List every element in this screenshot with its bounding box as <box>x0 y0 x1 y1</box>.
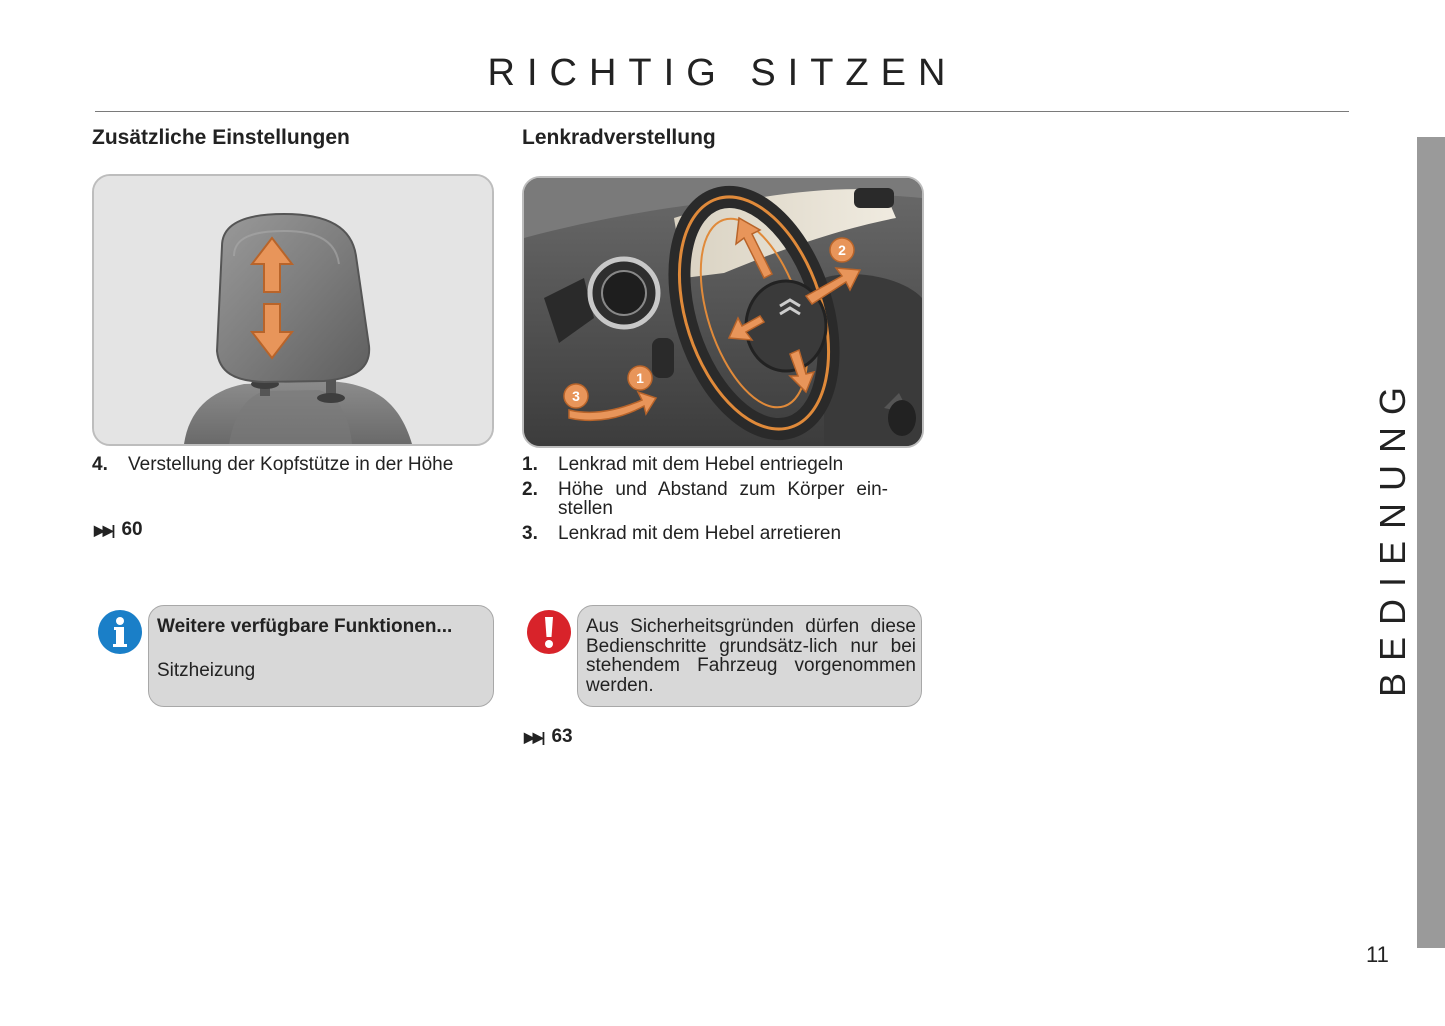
list-item <box>92 455 494 495</box>
list-item-number: 2. <box>522 479 538 500</box>
svg-text:3: 3 <box>572 388 580 404</box>
list-item-number: 4. <box>92 454 108 475</box>
fast-forward-icon: ▶▶| <box>524 728 544 745</box>
list-item-text: Lenkrad mit dem Hebel entriegeln <box>558 454 844 475</box>
list-item-number: 1. <box>522 454 538 475</box>
page-reference-number: 60 <box>121 519 143 540</box>
svg-text:1: 1 <box>636 370 644 386</box>
section-heading-additional-settings: Zusätzliche Einstellungen <box>92 126 350 149</box>
chapter-label <box>1372 374 1413 698</box>
list-item-text: Lenkrad mit dem Hebel arretieren <box>558 523 842 544</box>
svg-text:2: 2 <box>838 242 846 258</box>
steering-wheel-illustration <box>522 176 924 448</box>
page-number: 11 <box>1366 942 1389 967</box>
section-heading-steering-adjustment: Lenkradverstellung <box>522 126 716 149</box>
info-box-title: Weitere verfügbare Funktionen... <box>157 616 453 637</box>
info-box-text: Sitzheizung <box>157 660 256 681</box>
diagram-label-2 <box>830 238 854 262</box>
page-reference-number: 63 <box>551 726 573 747</box>
header-divider <box>95 111 1349 112</box>
diagram-label-3 <box>564 384 588 408</box>
info-box <box>148 605 494 707</box>
warning-icon <box>526 609 572 655</box>
info-icon <box>97 609 143 655</box>
list-item <box>522 524 924 544</box>
warning-box <box>577 605 922 707</box>
headrest-illustration <box>92 174 494 446</box>
page-reference[interactable] <box>94 519 143 541</box>
list-item <box>522 480 924 520</box>
page-title: RICHTIG SITZEN <box>487 52 958 94</box>
chapter-label-text: BEDIENUNG <box>1372 374 1413 698</box>
chapter-tab-bar <box>1417 137 1445 948</box>
fast-forward-icon: ▶▶| <box>94 521 114 538</box>
list-item-text: Höhe und Abstand zum Körper ein-stellen <box>558 479 888 519</box>
page-reference[interactable] <box>524 726 573 748</box>
list-item-text: Verstellung der Kopfstütze in der Höhe <box>128 454 454 475</box>
list-item-number: 3. <box>522 523 538 544</box>
diagram-label-1 <box>628 366 652 390</box>
warning-box-text: Aus Sicherheitsgründen dürfen diese Bedienschritte grundsätz-lich nur bei stehendem Fahrzeug vorgenommen werden. <box>586 616 916 696</box>
list-item <box>522 455 924 475</box>
